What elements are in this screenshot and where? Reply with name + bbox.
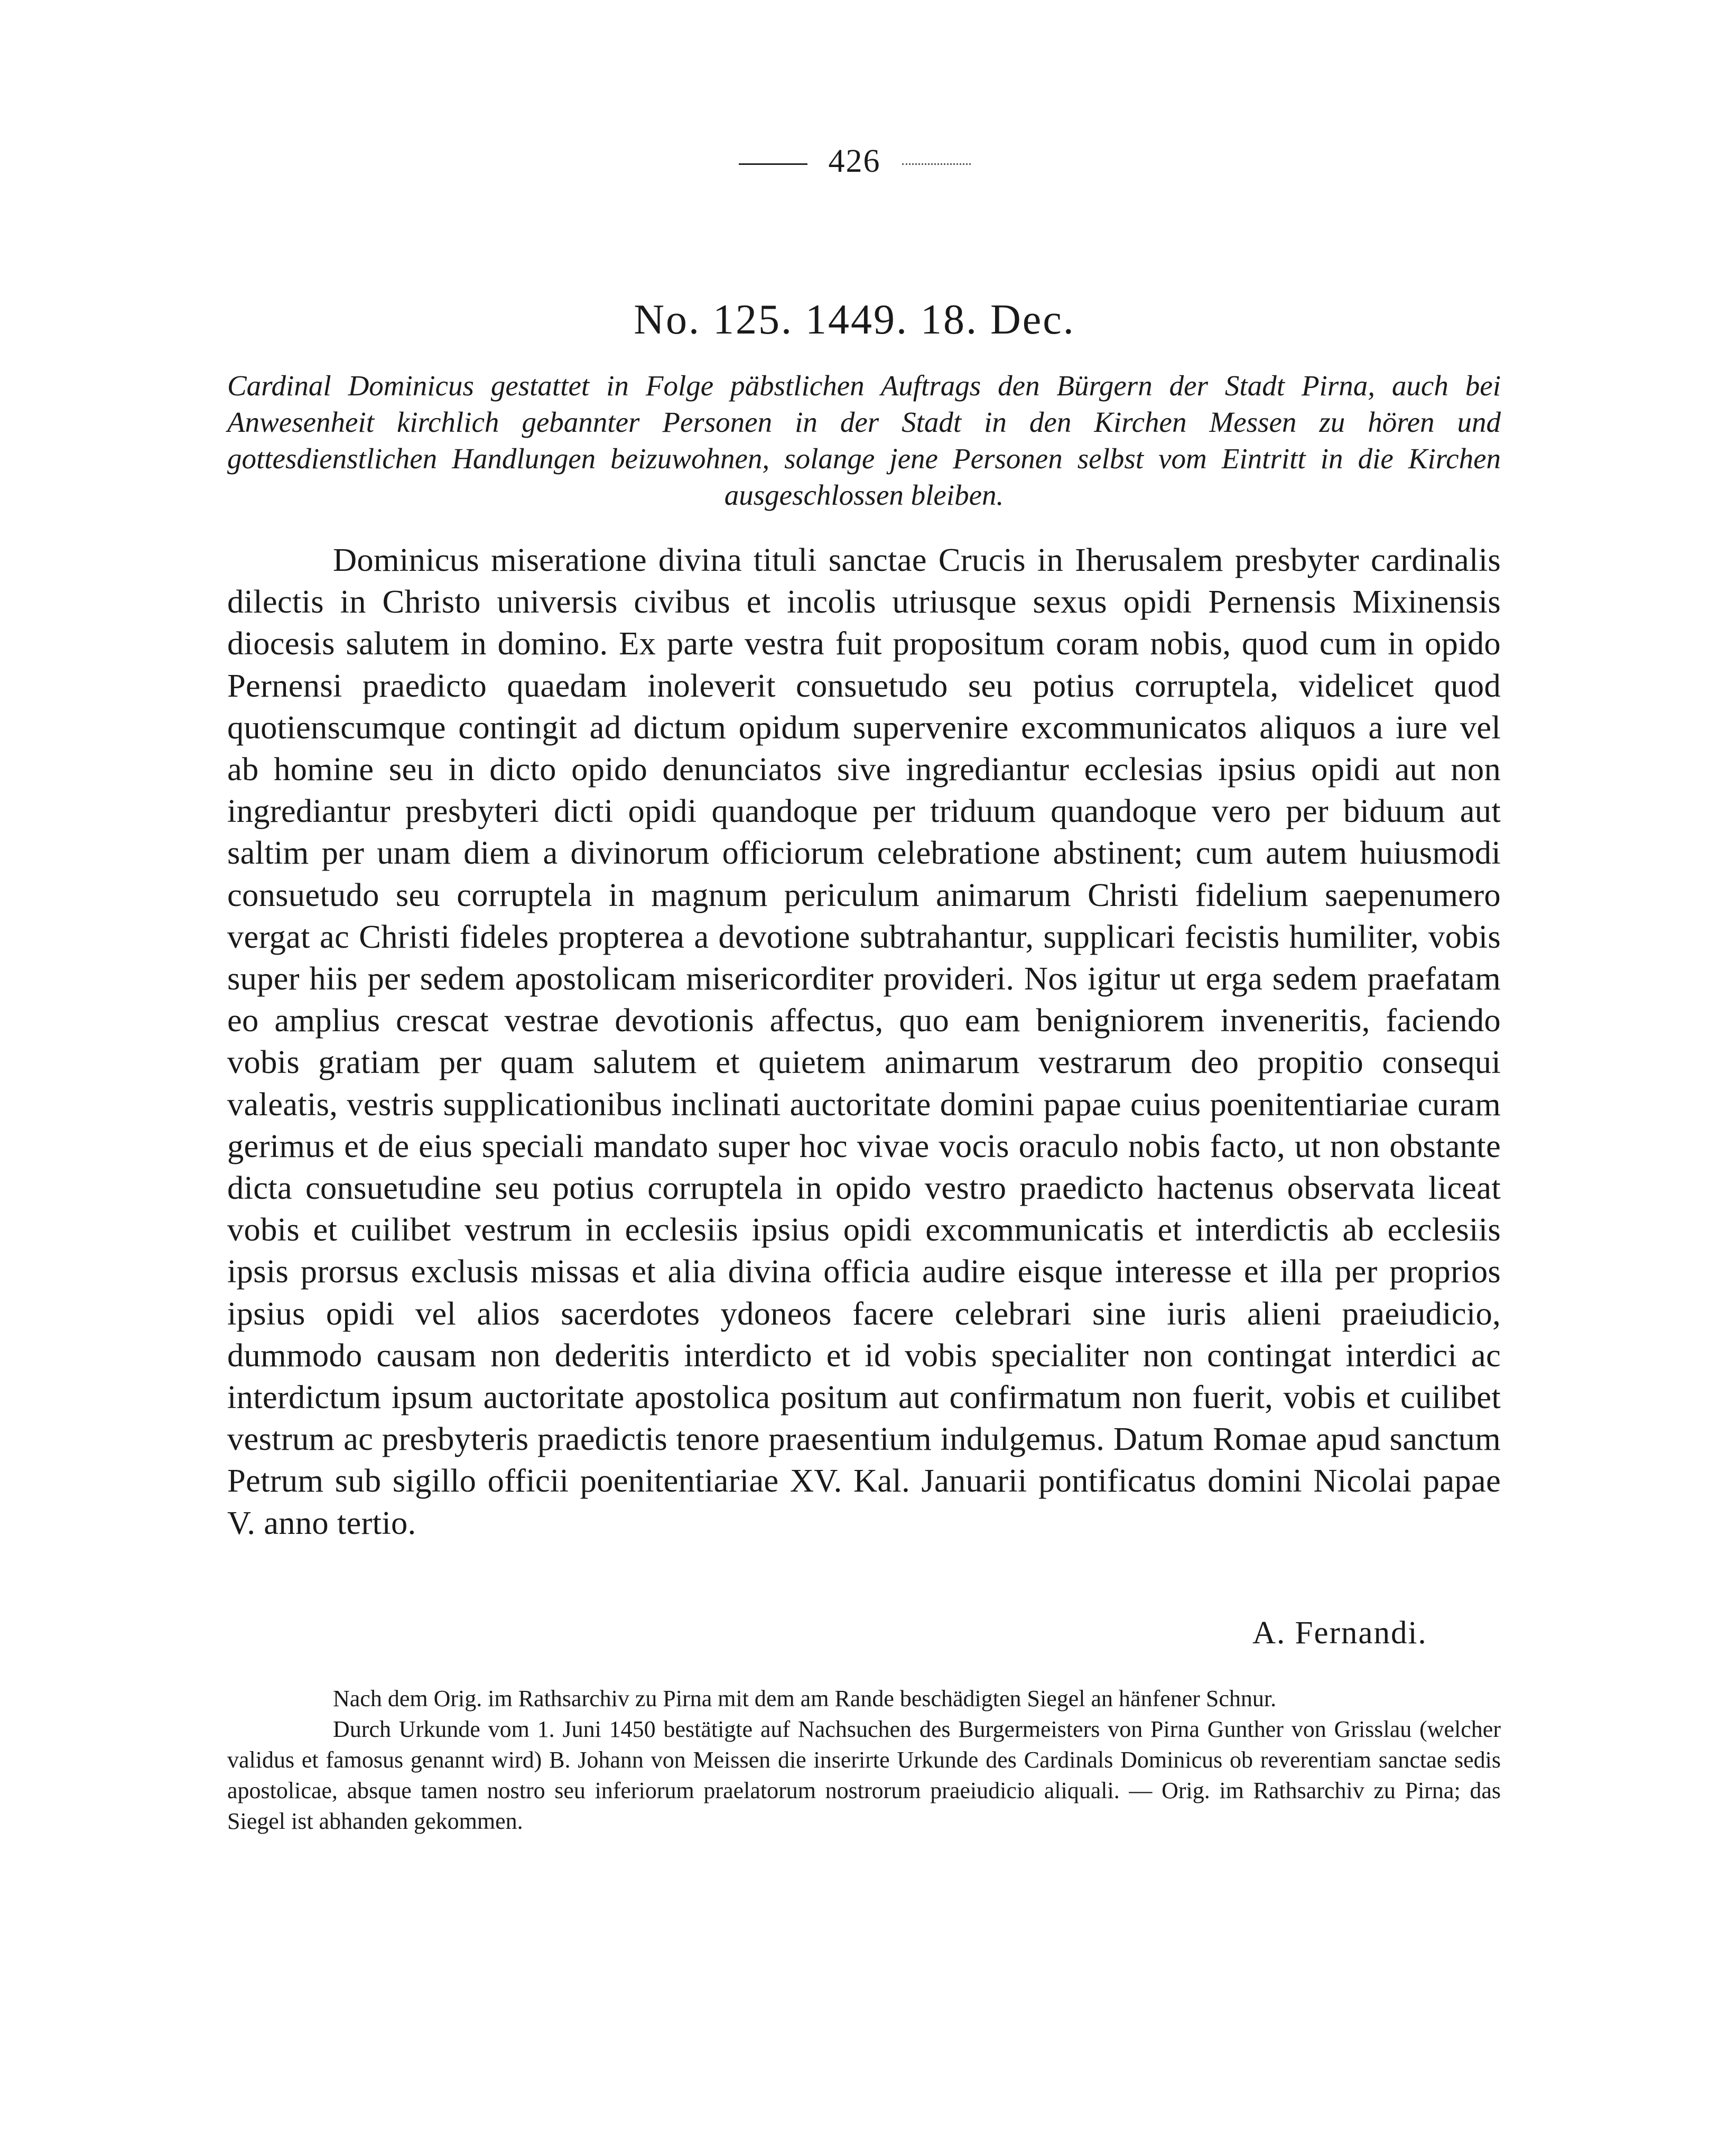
footnote-confirmation: Durch Urkunde vom 1. Juni 1450 bestätigte auf Nachsuchen des Burgermeisters von Pirna Gunther von Grisslau (welcher validus et famosus genannt wird) B. Johann von Meissen die inserirte Urkunde des Cardinals Dominicus ob reverentiam sanctae sedis apostolicae, absque tamen nostro seu inferiorum praelatorum nostrorum praeiudicio aliquali. — Orig. im Rathsarchiv zu Pirna; das Siegel ist abhanden gekommen. [227, 1716, 1501, 1834]
page-number: 426 [828, 143, 881, 179]
document-body: Dominicus miseratione divina tituli sanctae Crucis in Iherusalem presbyter cardinalis dilectis in Christo universis civibus et incolis utriusque sexus opidi Pernensis Mixinensis diocesis salutem in domino. Ex parte vestra fuit propositum coram nobis, quod cum in opido Pernensi praedicto quaedam inoleverit consuetudo seu potius corruptela, videlicet quod quotienscumque contingit ad dictum opidum supervenire excommunicatos aliquos a iure vel ab homine seu in dicto opido denunciatos sive ingrediantur ecclesias ipsius opidi aut non ingrediantur presbyteri dicti opidi quandoque per triduum quandoque vero per biduum aut saltim per unam diem a divinorum officiorum celebratione abstinent; cum autem huiusmodi consuetudo seu corruptela in magnum periculum animarum Christi fidelium saepenumero vergat ac Christi fideles propterea a devotione subtrahantur, supplicari fecistis humiliter, vobis super hiis per sedem apostolicam misericorditer provideri. Nos igitur ut erga sedem praefatam eo amplius crescat vestrae devotionis affectus, quo eam benigniorem inveneritis, faciendo vobis gratiam per quam salutem et quietem animarum vestrarum deo propitio consequi valeatis, vestris supplicationibus inclinati auctoritate domini papae cuius poenitentiariae curam gerimus et de eius speciali mandato super hoc vivae vocis oraculo nobis facto, ut non obstante dicta consuetudine seu potius corruptela in opido vestro praedicto hactenus observata liceat vobis et cuilibet vestrum in ecclesiis ipsius opidi excommunicatis et interdictis ab ecclesiis ipsis prorsus exclusis missas et alia divina officia audire eisque interesse et illa per proprios ipsius opidi vel alios sacerdotes ydoneos facere celebrari sine iuris alieni praeiudicio, dummodo causam non dederitis interdicto et id vobis specialiter non contingat interdici ac interdictum ipsum auctoritate apostolica positum aut confirmatum non fuerit, vobis et cuilibet vestrum ac presbyteris praedictis tenore praesentium indulgemus. Datum Romae apud sanctum Petrum sub sigillo officii poenitentiariae XV. Kal. Januarii pontificatus domini Nicolai papae V. anno tertio. [227, 541, 1501, 1541]
header-rule-left [739, 163, 807, 165]
header-rule-right [902, 163, 971, 165]
footnotes [227, 1683, 1501, 1837]
page-header [0, 143, 1709, 180]
document-heading: No. 125. 1449. 18. Dec. [634, 297, 1075, 343]
signature: A. Fernandi. [1252, 1615, 1427, 1651]
document-summary: Cardinal Dominicus gestattet in Folge päbstlichen Auftrags den Bürgern der Stadt Pirna, auch bei Anwesenheit kirchlich gebannter Personen in der Stadt in den Kirchen Messen zu hören und gottesdienstlichen Handlungen beizuwohnen, solange jene Personen selbst vom Eintritt in die Kirchen ausgeschlossen bleiben. [227, 369, 1501, 511]
footnote-source: Nach dem Orig. im Rathsarchiv zu Pirna mit dem am Rande beschädigten Siegel an hänfener Schnur. [333, 1686, 1277, 1711]
